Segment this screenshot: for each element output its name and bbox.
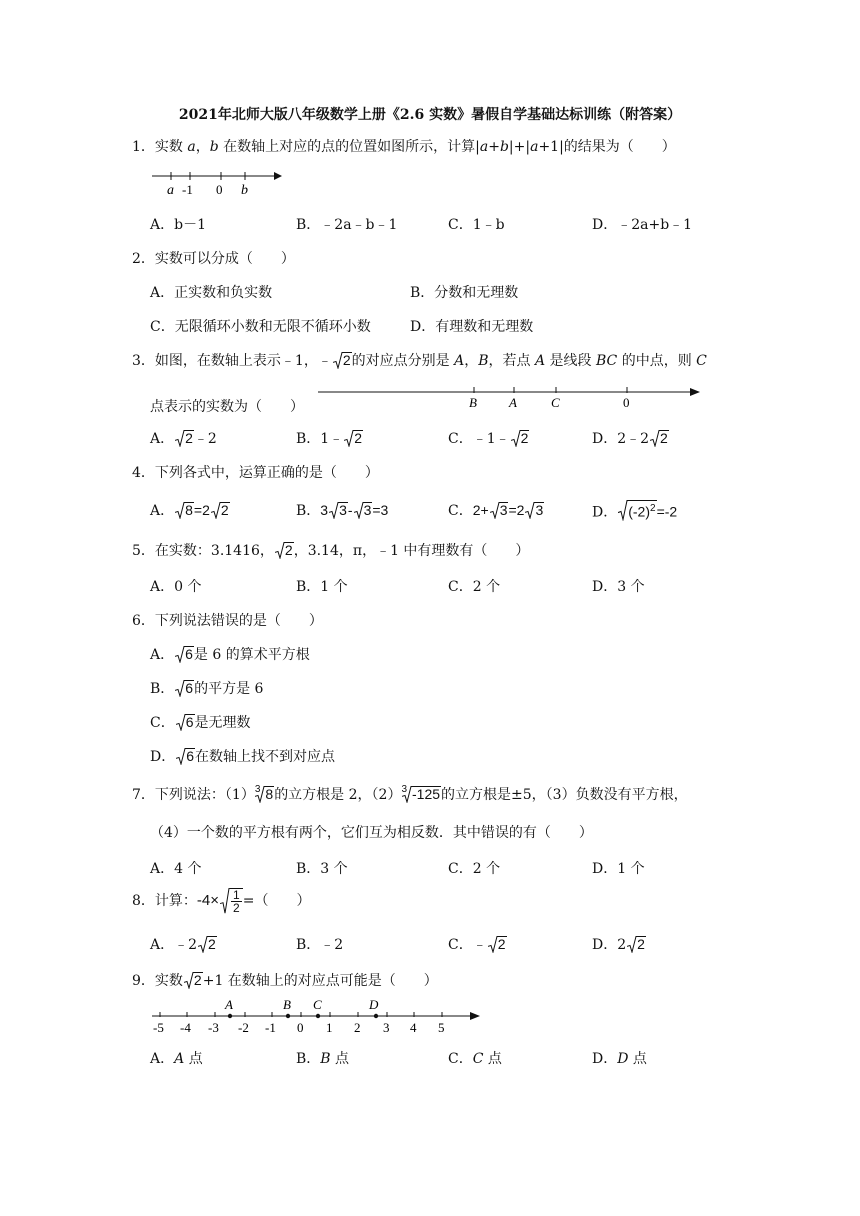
- q3-option-d-sqrt-value: 2: [660, 430, 668, 446]
- q2-option-d: D．有理数和无理数: [410, 319, 534, 335]
- q9-option-d: [592, 1048, 647, 1068]
- q8-frac: [231, 889, 242, 914]
- q3-axis-label-0: 0: [623, 395, 630, 410]
- q4-option-a: [150, 500, 230, 520]
- q9-a-var: A: [174, 1051, 185, 1067]
- q3-axis-label-c: C: [551, 395, 560, 410]
- q1-expr-a2: a: [530, 139, 539, 155]
- q4-c-sqrt1: [490, 502, 509, 519]
- q9-tick-0: 0: [297, 1020, 304, 1035]
- q7-option-d: D．1 个: [592, 861, 645, 877]
- q7-option-b: B．3 个: [296, 861, 348, 877]
- q9-tick-4: 4: [410, 1020, 417, 1035]
- q6-option-d: [150, 746, 335, 766]
- q9-d-prefix: D．: [592, 1051, 618, 1067]
- q8-frac-wrap: [230, 888, 243, 914]
- q3-option-b-sqrt: [344, 430, 363, 447]
- q4-c-sqrt2: [525, 502, 544, 519]
- q8-den: 2: [233, 901, 240, 915]
- q3-var-a2: A: [534, 353, 546, 369]
- q4-b-mid: -: [347, 502, 353, 518]
- q1-axis-label-0: 0: [216, 182, 223, 197]
- q1-option-a: A．b－1: [150, 217, 206, 233]
- q8-text-b: =（ ）: [242, 893, 311, 910]
- q8-text: 8．计算：: [132, 893, 197, 910]
- q4-option-c: [448, 500, 544, 520]
- q3-var-b: B: [478, 353, 489, 369]
- q8-a-prefix: A．﹣2: [150, 937, 198, 953]
- q3-var-c: C: [696, 353, 707, 369]
- q3-text-e: 的中点，则: [617, 353, 697, 369]
- q4-b-rad2: 3: [363, 502, 372, 518]
- q9-number-line: [148, 996, 484, 1036]
- q4-b-sqrt2: [354, 502, 373, 519]
- q8-c-prefix: C．﹣: [448, 937, 487, 953]
- q4-c-prefix: C．: [448, 503, 473, 519]
- q9-sqrt-value: 2: [193, 972, 202, 988]
- q9-label-c: C: [313, 997, 322, 1012]
- q6-c-sqrt: [176, 714, 195, 731]
- q3-option-c: [448, 428, 529, 448]
- q7-cbrt2: [402, 786, 441, 803]
- question-4: 4．下列各式中，运算正确的是（ ）: [132, 465, 379, 481]
- q9-tick-neg3: -3: [208, 1020, 219, 1035]
- q9-label-d: D: [369, 997, 379, 1012]
- q6-c-prefix: C．: [150, 715, 175, 731]
- q5-option-d: D．3 个: [592, 579, 645, 595]
- question-7: [132, 784, 688, 804]
- q4-c-rad1: 3: [499, 502, 508, 518]
- q2-option-b: B．分数和无理数: [410, 285, 519, 301]
- q3-option-d: [592, 428, 669, 448]
- q4-d-sqrt: [618, 500, 656, 521]
- q4-a-prefix: A．: [150, 503, 175, 519]
- q6-a-sqrt: [175, 646, 194, 663]
- q7-text-b: 的立方根是 2，（2）: [274, 787, 402, 803]
- page-title: 2021年北师大版八年级数学上册《2.6 实数》暑假自学基础达标训练（附答案）: [178, 107, 682, 123]
- q1-expr-b: b: [499, 139, 509, 155]
- q1-axis-label-a: a: [167, 183, 174, 198]
- q3-text: 3．如图，在数轴上表示﹣1，﹣: [132, 353, 332, 369]
- q1-axis-label-neg1: -1: [182, 182, 193, 197]
- q7-text-d: （4）一个数的平方根有两个，它们互为相反数．其中错误的有（ ）: [150, 825, 593, 841]
- q6-d-rad: 6: [186, 748, 195, 764]
- q6-c-rad: 6: [185, 714, 194, 730]
- q4-a-rad2: 2: [220, 502, 229, 518]
- q3-text-f: 点表示的实数为（ ）: [150, 399, 304, 415]
- q6-d-text: 在数轴上找不到对应点: [195, 749, 336, 765]
- q4-b-post: =3: [372, 502, 389, 518]
- q4-a-sqrt1: [175, 502, 194, 519]
- q9-c-prefix: C．: [448, 1051, 473, 1067]
- q3-option-a-sqrt-value: 2: [185, 430, 193, 446]
- q4-option-b: [296, 500, 388, 520]
- q1-expr-plus: +: [488, 139, 500, 155]
- q8-a-rad: 2: [208, 936, 216, 952]
- q1-sep: ，: [195, 139, 210, 155]
- q4-c-mid: =2: [508, 502, 525, 518]
- q4-a-rad1: 8: [185, 502, 193, 518]
- q2-option-c: C．无限循环小数和无限不循环小数: [150, 319, 371, 335]
- q1-text: 1．实数: [132, 139, 188, 155]
- q3-text-d: 是线段: [545, 353, 596, 369]
- q3-var-a: A: [454, 353, 465, 369]
- q9-b-post: 点: [330, 1051, 350, 1067]
- q4-d-radicand: [627, 500, 656, 520]
- q7-index1: 3: [254, 784, 261, 795]
- q4-d-post: =-2: [656, 503, 678, 520]
- q4-d-rad: (-2): [628, 503, 651, 520]
- q4-b-sqrt1: [329, 502, 348, 519]
- q3-option-b-prefix: B．1﹣: [296, 431, 344, 447]
- q9-a-prefix: A．: [150, 1051, 175, 1067]
- q8-sqrt: [220, 888, 243, 914]
- q3-option-a-prefix: A．: [150, 431, 175, 447]
- q9-a-post: 点: [184, 1051, 203, 1067]
- q9-d-var: D: [617, 1051, 629, 1067]
- q4-c-coef: 2+: [472, 502, 489, 518]
- q7-text: 7．下列说法：（1）: [132, 787, 255, 803]
- q3-option-a: [150, 428, 217, 448]
- q9-tick-neg4: -4: [180, 1020, 191, 1035]
- q9-d-post: 点: [628, 1051, 647, 1067]
- q9-point-a: [228, 1014, 232, 1018]
- q7-index2: 3: [401, 784, 408, 795]
- q7-option-c: C．2 个: [448, 861, 501, 877]
- q5-option-c: C．2 个: [448, 579, 501, 595]
- q8-d-rad: 2: [637, 936, 645, 952]
- q8-option-c: [448, 934, 507, 954]
- q3-axis-label-a: A: [509, 395, 517, 410]
- q6-a-rad: 6: [185, 646, 193, 662]
- q1-option-b: B．﹣2a﹣b﹣1: [296, 217, 398, 233]
- q5-option-a: A．0 个: [150, 579, 202, 595]
- q5-sqrt: [275, 542, 294, 559]
- question-8: [132, 888, 310, 914]
- q6-b-prefix: B．: [150, 681, 175, 697]
- q9-point-c: [316, 1014, 320, 1018]
- q6-a-text: 是 6 的算术平方根: [193, 647, 310, 663]
- q3-option-a-sqrt: [175, 430, 194, 447]
- question-9: [132, 970, 438, 990]
- q9-sqrt: [184, 972, 203, 989]
- q1-var-b: b: [209, 139, 219, 155]
- q5-sqrt-value: 2: [284, 542, 293, 558]
- q9-tick-5: 5: [438, 1020, 445, 1035]
- q5-text-b: ，3.14，π，﹣1 中有理数有（ ）: [293, 543, 530, 559]
- q6-c-text: 是无理数: [194, 715, 251, 731]
- q1-text-c: +1|的结果为（ ）: [538, 139, 676, 155]
- q9-c-var: C: [472, 1051, 484, 1067]
- q9-b-prefix: B．: [296, 1051, 321, 1067]
- q8-num: 1: [233, 888, 240, 902]
- q1-option-c: C．1﹣b: [448, 217, 505, 233]
- q1-expr-a: a: [479, 139, 489, 155]
- q3-option-c-prefix: C．﹣1﹣: [448, 431, 510, 447]
- q3-option-d-sqrt: [650, 430, 669, 447]
- q9-tick-neg1: -1: [265, 1020, 276, 1035]
- q4-d-exp: 2: [650, 503, 656, 514]
- q4-b-rad1: 3: [339, 502, 347, 518]
- q8-option-a: [150, 934, 217, 954]
- q3-text-c: ，若点: [488, 353, 535, 369]
- q9-point-d: [374, 1014, 378, 1018]
- q9-tick-1: 1: [326, 1020, 333, 1035]
- q9-tick-neg5: -5: [153, 1020, 164, 1035]
- q6-option-b: [150, 678, 263, 698]
- q9-tick-neg2: -2: [238, 1020, 249, 1035]
- question-1: [132, 136, 676, 156]
- q6-d-sqrt: [176, 748, 195, 765]
- q6-a-prefix: A．: [150, 647, 175, 663]
- q2-option-a: A．正实数和负实数: [150, 285, 273, 301]
- q6-b-sqrt: [175, 680, 194, 697]
- q3-number-line: [318, 382, 706, 410]
- q4-b-coef: 3: [320, 502, 329, 518]
- q9-b-var: B: [320, 1051, 331, 1067]
- q8-option-b: B．﹣2: [296, 937, 344, 953]
- q6-option-a: [150, 644, 310, 664]
- q5-text: 5．在实数：3.1416，: [132, 543, 274, 559]
- q4-option-d: [592, 500, 677, 522]
- q3-option-c-sqrt-value: 2: [520, 430, 529, 446]
- q9-label-b: B: [283, 997, 291, 1012]
- q8-d-prefix: D．2: [592, 937, 627, 953]
- q3-comma: ，: [464, 353, 479, 369]
- q9-option-a: [150, 1048, 203, 1068]
- q3-option-c-sqrt: [511, 430, 530, 447]
- q9-text: 9．实数: [132, 973, 183, 989]
- q1-axis-label-b: b: [241, 183, 248, 198]
- q9-label-a: A: [225, 997, 233, 1012]
- q3-option-b: [296, 428, 363, 448]
- q3-axis-label-b: B: [469, 395, 477, 410]
- q3-text-b: 的对应点分别是: [351, 353, 455, 369]
- q8-option-d: [592, 934, 646, 954]
- q4-a-sqrt2: [211, 502, 230, 519]
- question-5: [132, 540, 529, 560]
- question-6: 6．下列说法错误的是（ ）: [132, 613, 323, 629]
- q7-option-a: A．4 个: [150, 861, 202, 877]
- q1-number-line: [150, 166, 290, 200]
- q9-point-b: [286, 1014, 290, 1018]
- q8-expr: -4×: [196, 892, 220, 910]
- q8-c-sqrt: [488, 936, 507, 953]
- q3-sqrt: [333, 352, 352, 369]
- question-3: [132, 350, 707, 370]
- q7-rad1: 8: [265, 786, 274, 802]
- q6-b-rad: 6: [185, 680, 194, 696]
- q8-c-rad: 2: [497, 936, 506, 952]
- q1-text-b: 在数轴上对应的点的位置如图所示，计算|: [218, 139, 480, 155]
- q6-b-text: 的平方是 6: [194, 681, 264, 697]
- q4-c-rad2: 3: [535, 502, 544, 518]
- q9-tick-2: 2: [354, 1020, 361, 1035]
- q8-a-sqrt: [198, 936, 217, 953]
- q9-text-b: +1 在数轴上的对应点可能是（ ）: [202, 973, 438, 989]
- q3-sqrt-value: 2: [342, 352, 351, 368]
- question-2: 2．实数可以分成（ ）: [132, 251, 295, 267]
- q3-option-b-sqrt-value: 2: [354, 430, 362, 446]
- q9-c-post: 点: [483, 1051, 502, 1067]
- q9-tick-3: 3: [383, 1020, 390, 1035]
- q1-option-d: D．﹣2a+b﹣1: [592, 217, 693, 233]
- q4-b-prefix: B．: [296, 503, 321, 519]
- q3-option-a-suffix: ﹣2: [193, 431, 217, 447]
- q3-var-bc: BC: [595, 353, 618, 369]
- q7-rad2: -125: [412, 786, 441, 802]
- q9-option-b: [296, 1048, 349, 1068]
- q9-option-c: [448, 1048, 502, 1068]
- q1-expr-abs: |+|: [508, 139, 531, 155]
- q6-d-prefix: D．: [150, 749, 176, 765]
- q4-a-mid: =2: [193, 502, 210, 518]
- q5-option-b: B．1 个: [296, 579, 348, 595]
- q1-var-a: a: [187, 139, 196, 155]
- q6-option-c: [150, 712, 251, 732]
- q7-text-c: 的立方根是±5，（3）负数没有平方根，: [441, 787, 688, 803]
- q8-d-sqrt: [627, 936, 646, 953]
- q3-option-d-prefix: D．2﹣2: [592, 431, 650, 447]
- q7-cbrt1: [255, 786, 274, 803]
- q4-d-prefix: D．: [592, 504, 618, 521]
